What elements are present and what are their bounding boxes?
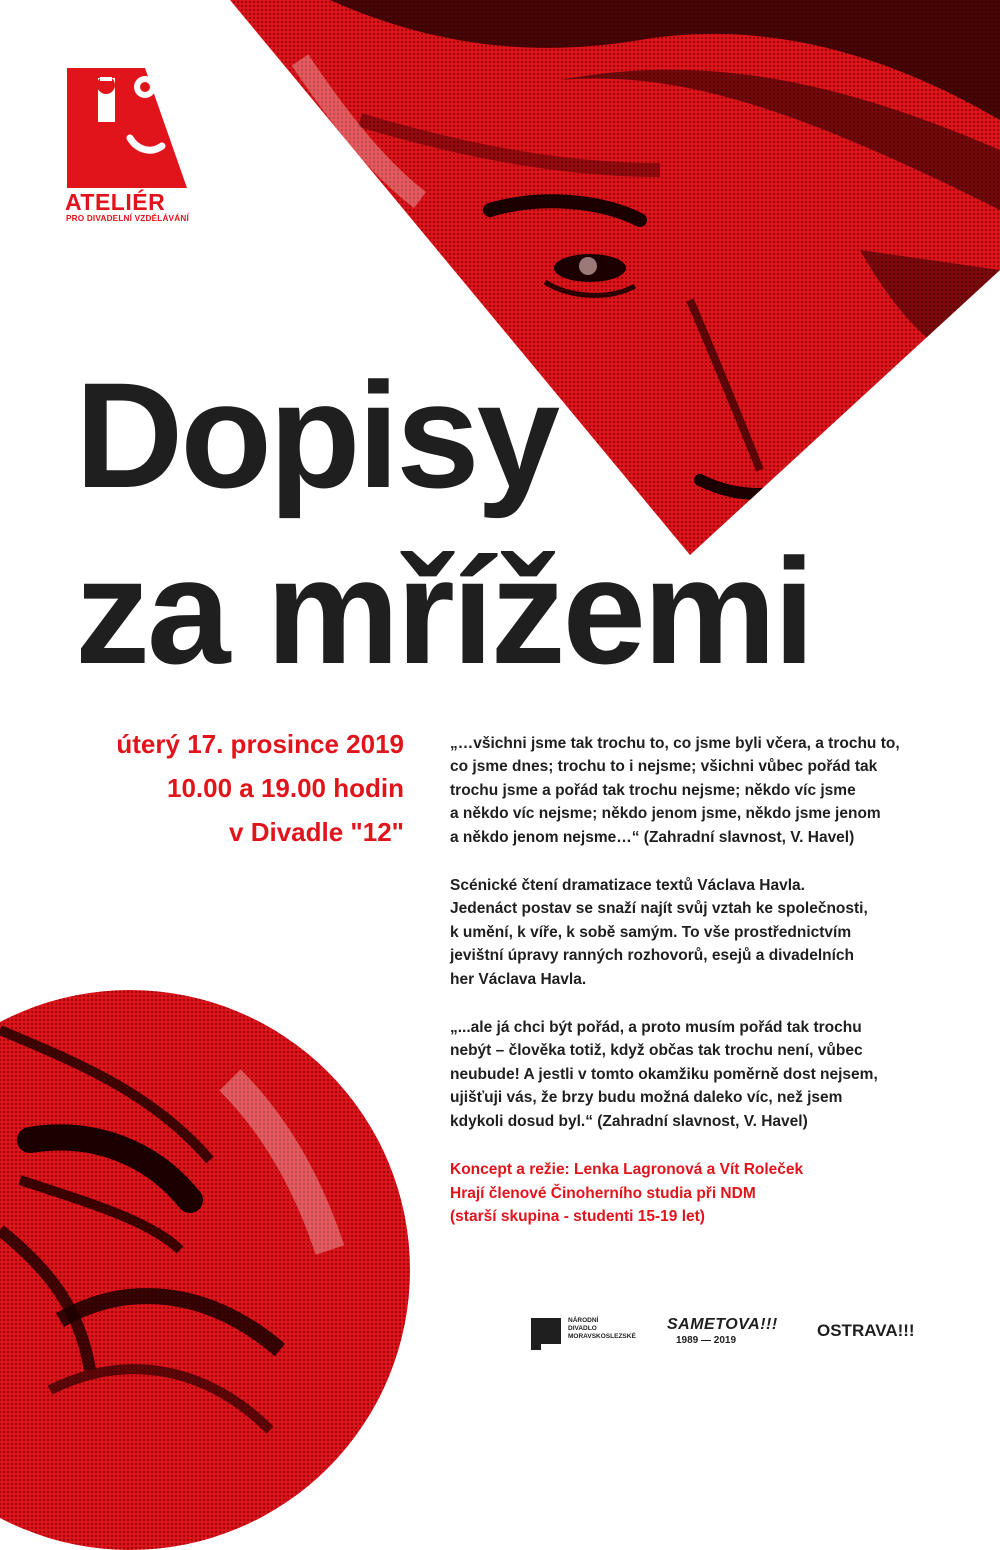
quote-1-line: co jsme dnes; trochu to i nejsme; všichni vůbec pořád tak <box>450 758 878 776</box>
title-line-2: za mřížemi <box>75 527 812 695</box>
brand-name: ATELIÉR <box>65 189 166 215</box>
hands-photo-svg <box>0 990 410 1550</box>
title-line-1: Dopisy <box>75 351 558 519</box>
quote-2 <box>450 1016 970 1133</box>
brand-subtitle: PRO DIVADELNÍ VZDĚLÁVÁNÍ <box>66 214 189 223</box>
event-info <box>116 722 404 854</box>
credits-line: (starší skupina - studenti 15-19 let) <box>450 1207 705 1225</box>
about-text <box>450 874 970 991</box>
about-line: her Václava Havla. <box>450 970 587 988</box>
about-line: Scénické čtení dramatizace textů Václava Havla. <box>450 877 805 895</box>
quote-1-line: trochu jsme a pořád tak trochu nejsme; někdo víc jsme <box>450 781 856 799</box>
credits-line: Hrají členové Činoherního studia při NDM <box>450 1184 756 1202</box>
event-time: 10.00 a 19.00 hodin <box>166 773 404 803</box>
hands-photo-circle <box>0 990 410 1550</box>
partner-sametova: SAMETOVA!!! <box>667 1316 778 1333</box>
atelier-logo <box>67 68 187 188</box>
ndm-logo-icon <box>531 1318 561 1350</box>
about-line: jevištní úpravy ranných rozhovorů, esejů a divadelních <box>450 947 854 965</box>
event-venue: v Divadle "12" <box>229 817 404 847</box>
quote-2-line: nebýt – člověka totiž, když občas tak trochu není, vůbec <box>450 1042 863 1060</box>
partner-ostrava: OSTRAVA!!! <box>817 1321 915 1340</box>
partner-sametova-years: 1989 — 2019 <box>676 1335 737 1346</box>
description-column <box>450 732 970 1228</box>
credits-line: Koncept a režie: Lenka Lagronová a Vít Roleček <box>450 1161 804 1179</box>
quote-1-line: a někdo víc nejsme; někdo jenom jsme, někdo jsme jenom <box>450 805 881 823</box>
quote-2-line: ujišťuji vás, že brzy budu možná daleko víc, než jsem <box>450 1089 843 1107</box>
quote-2-line: neubude! A jestli v tomto okamžiku poměrně dost nejsem, <box>450 1065 878 1083</box>
about-line: k umění, k víře, k sobě samým. To vše prostřednictvím <box>450 923 852 941</box>
quote-2-line: kdykoli dosud byl.“ (Zahradní slavnost, V. Havel) <box>450 1112 808 1130</box>
event-date: úterý 17. prosince 2019 <box>116 729 404 759</box>
quote-2-line: „...ale já chci být pořád, a proto musím pořád tak trochu <box>450 1019 862 1037</box>
quote-1-line: a někdo jenom nejsme…“ (Zahradní slavnost, V. Havel) <box>450 828 855 846</box>
credits <box>450 1158 970 1228</box>
quote-1 <box>450 732 970 849</box>
about-line: Jedenáct postav se snaží najít svůj vztah ke společnosti, <box>450 900 868 918</box>
quote-1-line: „…všichni jsme tak trochu to, co jsme byli včera, a trochu to, <box>450 735 900 752</box>
partner-ndm: NÁRODNÍ DIVADLO MORAVSKOSLEZSKÉ <box>568 1317 636 1340</box>
